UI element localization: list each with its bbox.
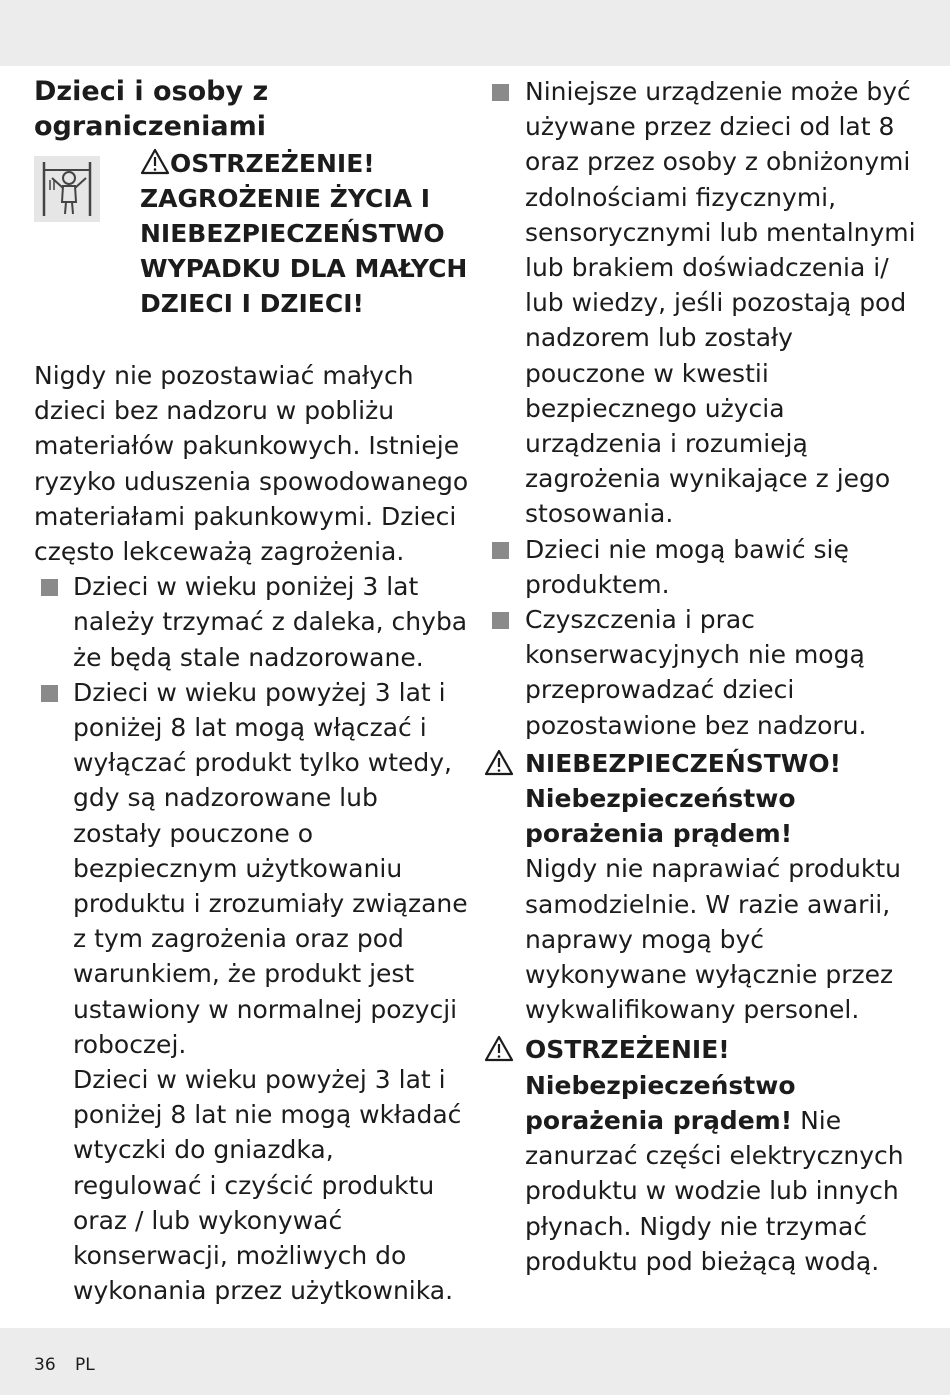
- warning-notice: [488, 1032, 918, 1278]
- square-bullet: [492, 84, 509, 101]
- warning-triangle-icon: [484, 749, 514, 776]
- left-column: [34, 74, 469, 1308]
- square-bullet: [41, 685, 58, 702]
- warning-label: OSTRZEŻENIE!: [525, 1035, 730, 1065]
- list-item: [488, 602, 918, 743]
- list-item-text: Dzieci nie mogą bawić się produktem.: [525, 534, 849, 599]
- header-bar: [0, 0, 950, 66]
- list-item: [34, 675, 469, 1062]
- list-item-continuation: Dzieci w wieku powyżej 3 lat i poniżej 8 lat nie mogą wkładać wtyczki do gniazdka, regulować i czyścić produktu oraz / lub wykonywać konserwacji, możliwych do wykonania przez użytkownika.: [73, 1065, 462, 1306]
- section-title-line2: ograniczeniami: [34, 111, 267, 142]
- square-bullet: [41, 579, 58, 596]
- child-safety-icon: [34, 156, 100, 222]
- warning-text: Nie zanurzać części elektrycznych produktu w wodzie lub innych płynach. Nigdy nie trzymać produktu pod bieżącą wodą.: [525, 1105, 904, 1276]
- danger-label: NIEBEZPIECZEŃSTWO!: [525, 748, 842, 778]
- section-title: [34, 74, 469, 144]
- danger-text: Nigdy nie naprawiać produktu samodzielnie. W razie awarii, naprawy mogą być wykonywane wyłącznie przez wykwalifikowany personel.: [525, 854, 902, 1025]
- child-warning-title: [140, 146, 480, 321]
- list-item-text: Niniejsze urządzenie może być używane przez dzieci od lat 8 oraz przez osoby z obniżonymi zdolnościami fizycznymi, sensorycznymi lub mentalnymi lub brakiem doświadczenia i/ lub wiedzy, jeśli pozostają pod nadzorem lub zostały pouczone w kwestii bezpiecznego użycia urządzenia i rozumieją zagrożenia wynikające z jego stosowania.: [525, 77, 916, 529]
- right-column: [488, 74, 918, 1279]
- child-warning-block: [34, 146, 469, 358]
- warning-title-text: OSTRZEŻENIE! ZAGROŻENIE ŻYCIA I NIEBEZPIECZEŃSTWO WYPADKU DLA MAŁYCH DZIECI I DZIECI!: [140, 149, 468, 318]
- square-bullet: [492, 612, 509, 629]
- page-footer: [34, 1355, 109, 1375]
- page-number: 36: [34, 1355, 56, 1375]
- warning-subtitle: Niebezpieczeństwo porażenia prądem!: [525, 1070, 796, 1135]
- language-code: PL: [75, 1355, 95, 1375]
- square-bullet: [492, 542, 509, 559]
- footer-bar: [0, 1328, 950, 1395]
- section-title-line1: Dzieci i osoby z: [34, 76, 269, 107]
- warning-triangle-icon: [484, 1035, 514, 1062]
- danger-subtitle: Niebezpieczeństwo porażenia prądem!: [525, 784, 796, 849]
- list-item: [488, 532, 918, 602]
- list-item-text: Czyszczenia i prac konserwacyjnych nie mogą przeprowadzać dzieci pozostawione bez nadzoru.: [525, 605, 867, 740]
- list-item: [488, 74, 918, 532]
- list-item-text: Dzieci w wieku poniżej 3 lat należy trzymać z daleka, chyba że będą stale nadzorowane.: [73, 572, 468, 672]
- danger-notice: [488, 746, 918, 1028]
- list-item: [34, 569, 469, 675]
- intro-paragraph: Nigdy nie pozostawiać małych dzieci bez nadzoru w pobliżu materiałów pakunkowych. Istnieje ryzyko uduszenia spowodowanego materiałami pakunkowymi. Dzieci często lekceważą zagrożenia.: [34, 361, 469, 567]
- warning-triangle-icon: [140, 148, 170, 175]
- list-item-text: Dzieci w wieku powyżej 3 lat i poniżej 8 lat mogą włączać i wyłączać produkt tylko wtedy, gdy są nadzorowane lub zostały pouczone o bezpiecznym użytkowaniu produktu i zrozumiały związane z tym zagrożenia oraz pod warunkiem, że produkt jest ustawiony w normalnej pozycji roboczej.: [73, 677, 468, 1059]
